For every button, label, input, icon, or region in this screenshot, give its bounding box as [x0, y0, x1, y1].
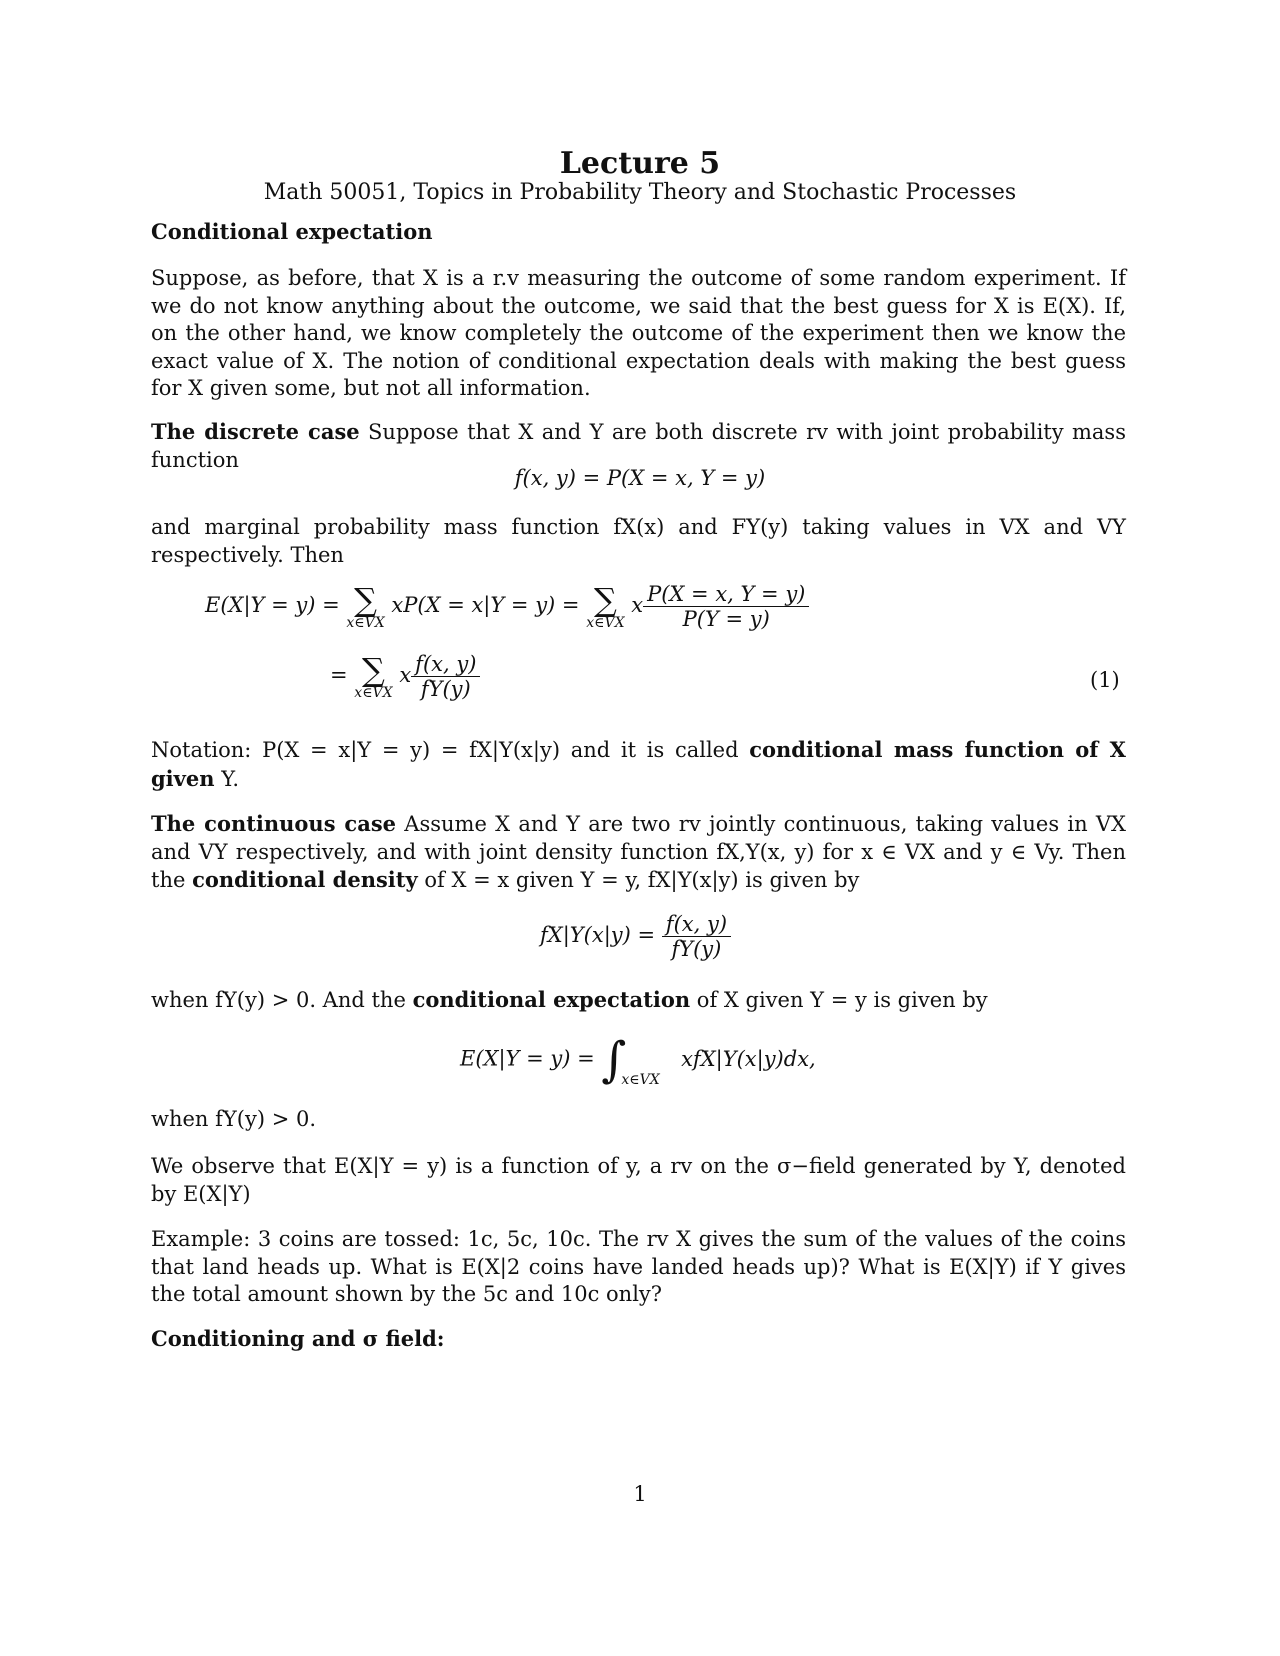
- section-heading-conditional-expectation: Conditional expectation: [151, 219, 433, 244]
- notation-prefix: Notation: P(X = x|Y = y) = fX|Y(x|y) and it is called: [151, 738, 739, 762]
- equation-number: (1): [1090, 668, 1120, 692]
- summation-subscript: x∈VX: [354, 684, 393, 701]
- continuous-case-label: The continuous case: [151, 811, 397, 836]
- conditional-density-equation: [540, 912, 731, 961]
- summation-3: [354, 650, 393, 701]
- joint-pmf-equation: f(x, y) = P(X = x, Y = y): [514, 466, 766, 490]
- sigma-symbol-icon: ∑: [593, 580, 617, 619]
- eq2-fraction-denominator: fY(y): [420, 677, 471, 701]
- eq1-fraction: [643, 582, 809, 631]
- summation-subscript: x∈VX: [346, 614, 385, 631]
- when-paragraph-2: when fY(y) > 0.: [151, 1107, 316, 1131]
- when1-prefix: when fY(y) > 0. And the: [151, 988, 406, 1012]
- discrete-case-label: The discrete case: [151, 419, 360, 444]
- intro-paragraph: Suppose, as before, that X is a r.v measuring the outcome of some random experiment. If we do not know anything about the outcome, we said that the best guess for X is E(X). If, on the other hand, we know completely the outcome of the experiment then we know the exact value of X. The notion of conditional expectation deals with making the best guess for X given some, but not all information.: [151, 266, 1126, 400]
- integral-subscript: x∈VX: [621, 1072, 660, 1088]
- observation-paragraph: We observe that E(X|Y = y) is a function of y, a rv on the σ−field generated by Y, denoted by E(X|Y): [151, 1154, 1126, 1206]
- sigma-symbol-icon: ∑: [362, 650, 385, 689]
- conditional-expectation-term: conditional expectation: [412, 987, 691, 1012]
- eq1-fraction-denominator: P(Y = y): [682, 607, 770, 631]
- conditional-density-term: conditional density: [192, 867, 418, 892]
- discrete-case-text: Suppose that X and Y are both discrete rv with joint probability mass function: [151, 420, 1126, 472]
- density-fraction: [662, 912, 731, 961]
- notation-bold-term: conditional mass function of X given: [151, 737, 1126, 791]
- notation-end: Y.: [221, 766, 240, 791]
- sigma-symbol-icon: ∑: [354, 580, 377, 619]
- page-number: 1: [633, 1482, 647, 1506]
- integral-symbol-icon: ∫: [601, 1032, 627, 1088]
- when-paragraph-1: [151, 986, 1126, 1015]
- summation-2: [586, 580, 625, 631]
- course-subtitle: Math 50051, Topics in Probability Theory and Stochastic Processes: [263, 180, 1017, 205]
- density-fraction-denominator: fY(y): [671, 937, 722, 961]
- integral-sign: [601, 1032, 660, 1088]
- section-heading-conditioning: Conditioning and σ field:: [151, 1326, 445, 1351]
- lecture-title: Lecture 5: [559, 146, 721, 181]
- eq1-term-1: xP(X = x|Y = y) =: [391, 593, 580, 617]
- when1-suffix: of X given Y = y is given by: [696, 988, 988, 1012]
- eq1-fraction-numerator: P(X = x, Y = y): [643, 582, 809, 607]
- continuous-case-paragraph: [151, 810, 1126, 895]
- density-fraction-numerator: f(x, y): [662, 912, 731, 937]
- density-lhs: fX|Y(x|y) =: [540, 923, 656, 947]
- conditional-expectation-integral-equation: [460, 1032, 816, 1088]
- marginal-pmf-paragraph: and marginal probability mass function fX(x) and FY(y) taking values in VX and VY respectively. Then: [151, 515, 1126, 567]
- integral-body: xfX|Y(x|y)dx,: [681, 1046, 816, 1071]
- eq1-lhs: E(X|Y = y) =: [205, 593, 340, 617]
- conditional-expectation-equation-line-1: E(X|Y = y) = ∑ x∈VX xP(X = x|Y = y) = ∑ x∈VX x $\frac{P(X = x, Y = y)}{P(Y = y)}$: [205, 582, 809, 631]
- continuous-case-text-2: of X = x given Y = y, fX|Y(x|y) is given by: [424, 868, 860, 892]
- conditional-expectation-equation-line-2: = ∑ x∈VX x $\frac{f(x, y)}{fY(y)}$: [330, 652, 480, 701]
- summation-subscript: x∈VX: [586, 614, 625, 631]
- eq2-fraction: [411, 652, 480, 701]
- example-paragraph: Example: 3 coins are tossed: 1c, 5c, 10c. The rv X gives the sum of the values of the coins that land heads up. What is E(X|2 coins have landed heads up)? What is E(X|Y) if Y gives the total amount shown by the 5c and 10c only?: [151, 1227, 1126, 1306]
- notation-paragraph: [151, 736, 1126, 793]
- continuous-case-text-1: Assume X and Y are two rv jointly continuous, taking values in VX and VY respectively, and with joint density function fX,Y(x, y) for x ∈ VX and y ∈ Vy. Then the: [151, 812, 1126, 892]
- summation-1: [346, 580, 385, 631]
- eq2-fraction-numerator: f(x, y): [411, 652, 480, 677]
- integral-lhs: E(X|Y = y) =: [460, 1046, 595, 1071]
